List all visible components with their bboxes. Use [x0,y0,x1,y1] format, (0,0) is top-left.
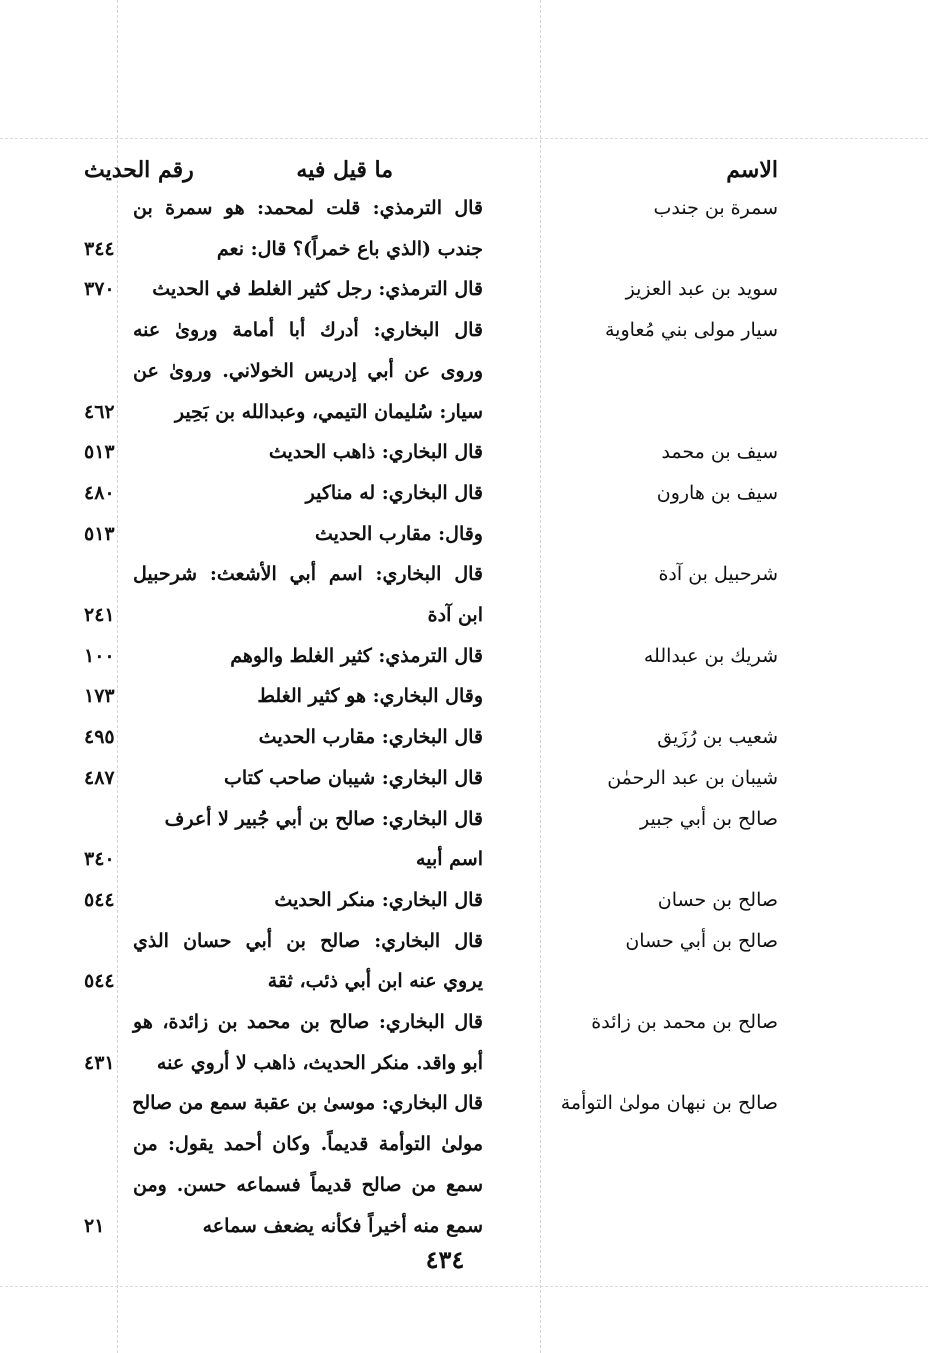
hadith-number: ٤٣١ [84,1052,115,1074]
narrator-name: شريك بن عبدالله [643,645,778,667]
narrator-name: سمرة بن جندب [653,197,778,219]
hadith-number: ٥١٣ [84,441,115,463]
comment-line: ابن آدة [427,604,483,626]
hadith-number: ٣٤٤ [84,238,115,260]
comment-line: سمع منه أخيراً فكأنه يضعف سماعه [202,1215,483,1237]
comment-line: قال البخاري: صالح بن محمد بن زائدة، هو [133,1011,483,1033]
comment-line: قال البخاري: موسىٰ بن عقبة سمع من صالح [132,1092,483,1114]
comment-line: سمع من صالح قديماً فسماعه حسن. ومن [133,1174,483,1196]
scan-guide-line [0,138,928,139]
comment-line: قال البخاري: صالح بن أبي جُبير لا أعرف [164,808,483,830]
hadith-number: ٥٤٤ [84,970,115,992]
hadith-number: ٤٦٢ [84,401,115,423]
header-comment: ما قيل فيه [296,157,393,183]
narrator-name: صالح بن أبي حسان [625,930,778,952]
comment-line: قال البخاري: له مناكير [305,482,483,504]
narrator-name: شيبان بن عبد الرحمٰن [607,767,778,789]
comment-line: قال البخاري: صالح بن أبي حسان الذي [133,930,483,952]
hadith-number: ٥٤٤ [84,889,115,911]
comment-line: سيار: سُليمان التيمي، وعبدالله بن بَحِير [174,401,483,423]
narrator-name: صالح بن حسان [657,889,778,911]
comment-line: يروي عنه ابن أبي ذئب، ثقة [267,970,483,992]
hadith-number: ٢٤١ [84,604,115,626]
hadith-number: ٤٨٠ [84,482,115,504]
comment-line: وقال البخاري: هو كثير الغلط [257,685,483,707]
comment-line: أبو واقد. منكر الحديث، ذاهب لا أروي عنه [156,1052,483,1074]
comment-line: قال البخاري: ذاهب الحديث [268,441,483,463]
comment-line: قال الترمذي: كثير الغلط والوهم [230,645,483,667]
scan-guide-line [0,1286,928,1287]
narrator-name: صالح بن محمد بن زائدة [591,1011,778,1033]
comment-line: اسم أبيه [416,848,483,870]
narrator-name: سيار مولى بني مُعاوية [605,319,778,341]
narrator-name: صالح بن نبهان مولىٰ التوأمة [560,1092,778,1114]
comment-line: قال البخاري: أدرك أبا أمامة وروىٰ عنه [133,319,483,341]
comment-line: قال البخاري: مقارب الحديث [258,726,483,748]
hadith-number: ٣٧٠ [84,278,115,300]
hadith-number: ٣٤٠ [84,848,115,870]
comment-line: مولىٰ التوأمة قديماً. وكان أحمد يقول: من [133,1133,483,1155]
comment-line: قال البخاري: شيبان صاحب كتاب [224,767,483,789]
comment-line: قال البخاري: منكر الحديث [274,889,483,911]
narrator-name: شعيب بن رُزَيق [657,726,778,748]
header-name: الاسم [726,157,778,183]
hadith-number: ٢١ [84,1215,105,1237]
hadith-number: ٥١٣ [84,523,115,545]
comment-line: وقال: مقارب الحديث [315,523,483,545]
hadith-number: ١٧٣ [84,685,115,707]
comment-line: قال البخاري: اسم أبي الأشعث: شرحبيل [133,563,483,585]
narrator-name: سيف بن هارون [656,482,778,504]
narrator-name: صالح بن أبي جبير [640,808,778,830]
page-number: ٤٣٤ [425,1245,465,1274]
comment-line: جندب (الذي باع خمراً)؟ قال: نعم [216,238,483,260]
narrator-name: سيف بن محمد [661,441,778,463]
hadith-number: ٤٨٧ [84,767,115,789]
comment-line: قال الترمذي: قلت لمحمد: هو سمرة بن [133,197,483,219]
comment-line: قال الترمذي: رجل كثير الغلط في الحديث [152,278,483,300]
narrator-name: سويد بن عبد العزيز [625,278,778,300]
hadith-number: ٤٩٥ [84,726,115,748]
narrator-name: شرحبيل بن آدة [658,563,778,585]
hadith-number: ١٠٠ [84,645,115,667]
comment-line: وروى عن أبي إدريس الخولاني. وروىٰ عن [133,360,483,382]
header-hadith-number: رقم الحديث [84,157,194,183]
